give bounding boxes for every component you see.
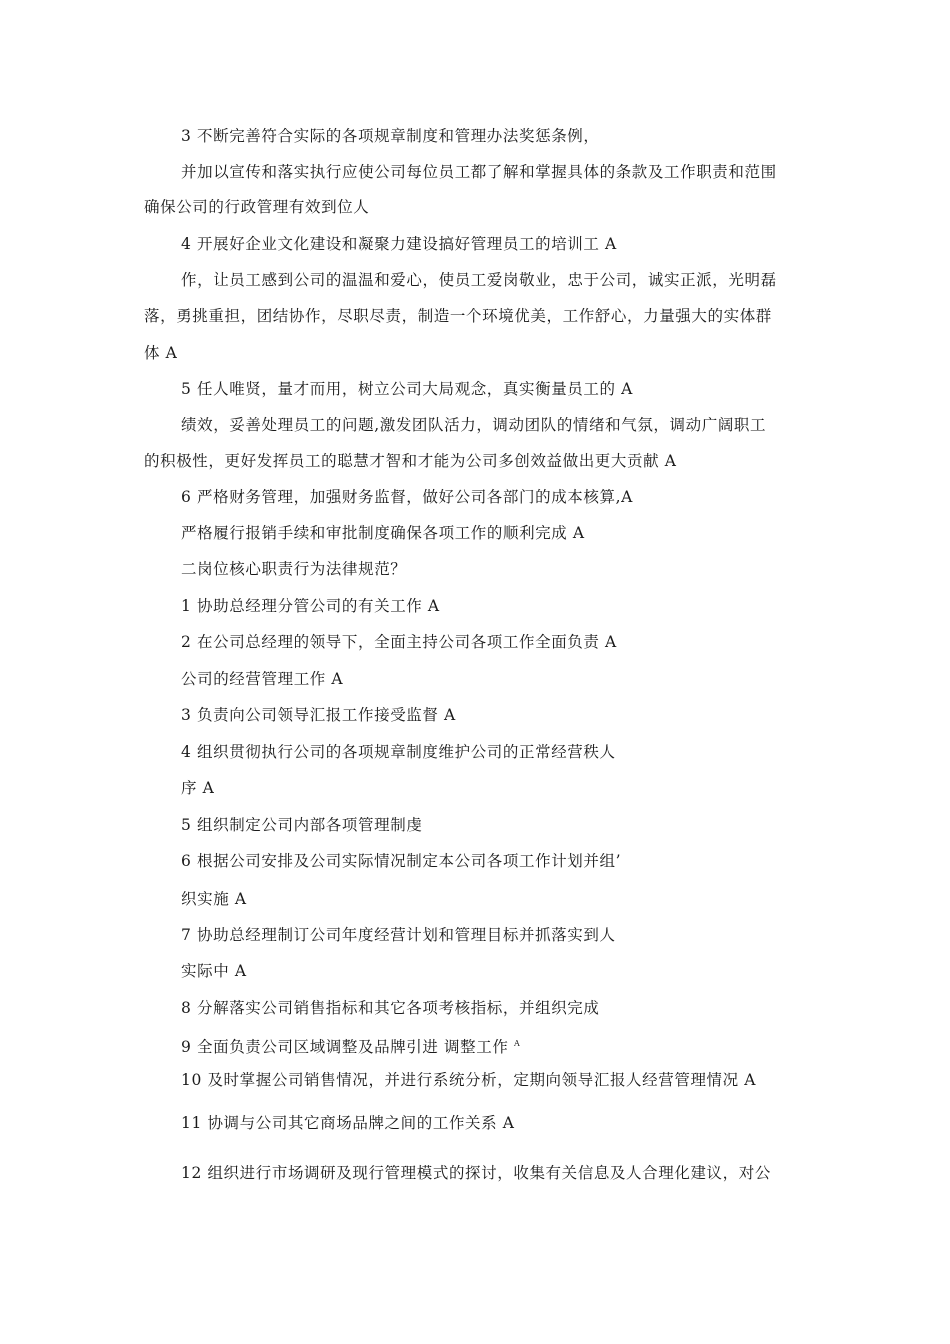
text-line: 实际中 A [181, 962, 247, 980]
text-line: 绩效，妥善处理员工的问题,激发团队活力，调动团队的情绪和气氛，调动广阔职工 [181, 416, 767, 434]
text-line: 确保公司的行政管理有效到位人 [144, 198, 370, 216]
text-line: 公司的经营管理工作 A [181, 670, 344, 688]
text-line: 7 协助总经理制订公司年度经营计划和管理目标并抓落实到人 [181, 926, 616, 944]
text-line: 作，让员工感到公司的温温和爱心，使员工爱岗敬业，忠于公司，诚实正派，光明磊 [181, 271, 777, 289]
text-line: 4 组织贯彻执行公司的各项规章制度维护公司的正常经营秩人 [181, 743, 616, 761]
text-line: 6 严格财务管理，加强财务监督，做好公司各部门的成本核算,A [181, 488, 633, 506]
text-line: 序 A [181, 779, 215, 797]
section-heading: 二岗位核心职责行为法律规范？ [181, 560, 407, 578]
text-line: 10 及时掌握公司销售情况，并进行系统分析，定期向领导汇报人经营管理情况 A [181, 1071, 757, 1089]
text-line: 2 在公司总经理的领导下，全面主持公司各项工作全面负责 A [181, 633, 617, 651]
text-line: 8 分解落实公司销售指标和其它各项考核指标，并组织完成 [181, 999, 600, 1017]
text-line: 5 任人唯贤，量才而用，树立公司大局观念，真实衡量员工的 A [181, 380, 633, 398]
text-line: 4 开展好企业文化建设和凝聚力建设搞好管理员工的培训工 A [181, 235, 617, 253]
text-line: 12 组织进行市场调研及现行管理模式的探讨，收集有关信息及人合理化建议，对公 [181, 1164, 771, 1182]
text-line: 的积极性，更好发挥员工的聪慧才智和才能为公司多创效益做出更大贡献 A [144, 452, 677, 470]
text-line-suffix: A [513, 1039, 521, 1048]
text-line [181, 1034, 520, 1057]
text-line: 体 A [144, 344, 178, 362]
text-line: 11 协调与公司其它商场品牌之间的工作关系 A [181, 1114, 515, 1132]
text-line: 3 负责向公司领导汇报工作接受监督 A [181, 706, 456, 724]
text-line-main: 9 全面负责公司区域调整及品牌引进 调整工作 [181, 1038, 509, 1057]
text-line: 3 不断完善符合实际的各项规章制度和管理办法奖惩条例， [181, 127, 600, 145]
text-line: 并加以宣传和落实执行应使公司每位员工都了解和掌握具体的条款及工作职责和范围 [181, 163, 777, 181]
text-line: 1 协助总经理分管公司的有关工作 A [181, 597, 440, 615]
text-line: 织实施 A [181, 890, 247, 908]
text-line: 落，勇挑重担，团结协作，尽职尽责，制造一个环境优美，工作舒心，力量强大的实体群 [144, 307, 772, 325]
text-line: 严格履行报销手续和审批制度确保各项工作的顺利完成 A [181, 524, 585, 542]
text-line: 5 组织制定公司内部各项管理制虔 [181, 816, 423, 834]
text-line: 6 根据公司安排及公司实际情况制定本公司各项工作计划并组’ [181, 852, 622, 870]
